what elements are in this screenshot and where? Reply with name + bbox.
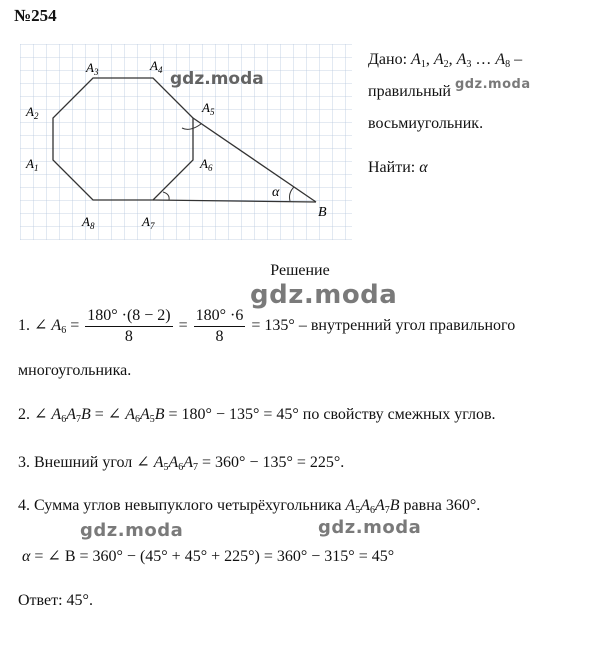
label-b: B <box>318 205 327 220</box>
label-a6: $A_6$ <box>200 156 213 173</box>
given-line-3: восьмиугольник. <box>368 115 484 132</box>
final-equation: α = ∠ B = 360° − (45° + 45° + 225°) = 360° − 315° = 45° <box>22 548 395 565</box>
label-a1: $A_1$ <box>26 156 39 173</box>
step-3: 3. Внешний угол ∠ $A_5A_6A_7 = 360^\circ - 135^\circ = 225^\circ$. <box>18 454 345 473</box>
label-a7: $A_7$ <box>142 214 155 231</box>
label-a8: $A_8$ <box>82 214 95 231</box>
step-2: 2. ∠ $A_6A_7B$ = ∠ $A_6A_5B = 180^\circ - 135^\circ = 45^\circ$ по свойству смежных углов. <box>18 406 496 425</box>
fraction-2: $\frac{180^\circ \cdot 6}{8}$ <box>195 307 244 345</box>
problem-number: №254 <box>14 6 57 25</box>
given-line: Дано: $A_1$, $A_2$, $A_3$ … $A_8$ – <box>368 51 523 70</box>
step-1: 1. ∠ $A_6$ = $\frac{180^\circ \cdot(8 - 2)}{8}$ = $\frac{180^\circ \cdot 6}{8}$ = 135° – внутренний угол правильного <box>18 307 516 345</box>
label-a5: $A_5$ <box>202 100 215 117</box>
label-a4: $A_4$ <box>150 58 163 75</box>
given-watermark: gdz.moda <box>454 77 531 92</box>
label-alpha: α <box>272 185 280 200</box>
heading-watermark: gdz.moda <box>250 280 398 310</box>
watermark-right: gdz.moda <box>318 517 422 538</box>
answer: Ответ: 45°. <box>18 592 93 609</box>
given-line-2: правильный $^{gdz.moda}$ <box>368 77 531 100</box>
label-a2: $A_2$ <box>26 104 39 121</box>
octagon-figure <box>20 44 352 240</box>
fraction-1: $\frac{180^\circ \cdot(8 - 2)}{8}$ <box>87 307 171 345</box>
watermark-left: gdz.moda <box>80 520 184 541</box>
solution-heading: Решение <box>270 262 330 279</box>
find-line: Найти: α <box>368 159 428 176</box>
label-a3: $A_3$ <box>86 60 99 77</box>
figure-watermark: gdz.moda <box>170 69 264 89</box>
step-1-cont: многоугольника. <box>18 362 132 379</box>
step-4: 4. Сумма углов невыпуклого четырёхугольника $A_5A_6A_7B$ равна 360°. <box>18 497 481 516</box>
